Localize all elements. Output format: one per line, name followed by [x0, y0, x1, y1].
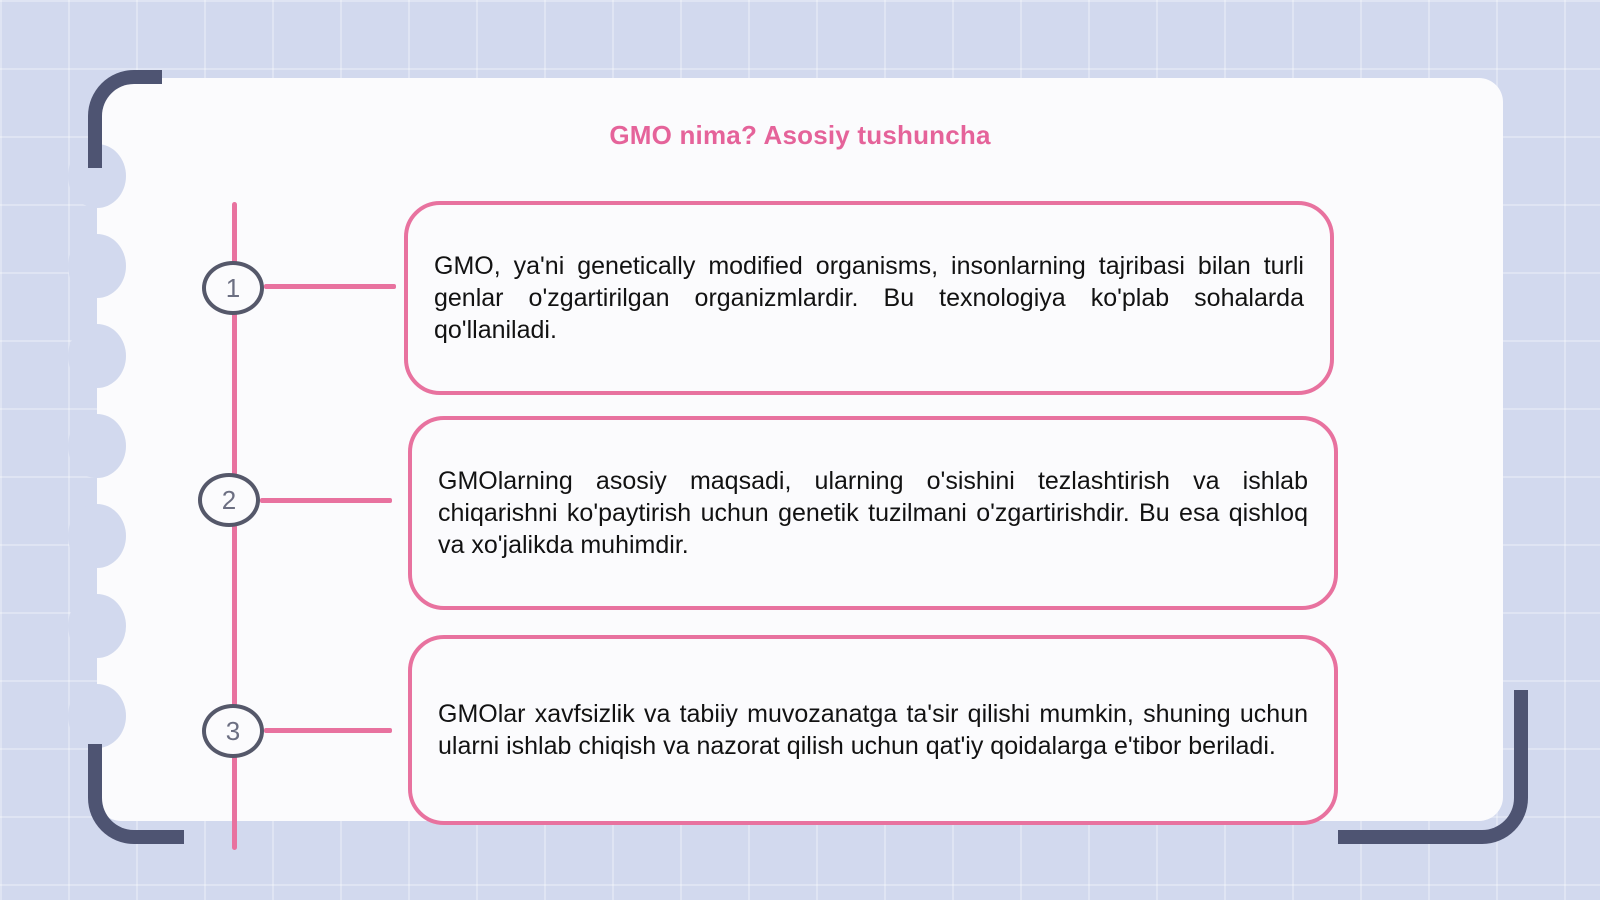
timeline-connector: [260, 498, 392, 503]
paper-hole: [68, 684, 126, 748]
step-number-1: 1: [202, 261, 264, 315]
corner-bracket-top-left: [88, 70, 162, 168]
info-card-1: [404, 201, 1334, 395]
slide-title: GMO nima? Asosiy tushuncha: [609, 120, 991, 150]
paper-hole: [68, 324, 126, 388]
paper-hole: [68, 414, 126, 478]
paper-hole: [68, 504, 126, 568]
step-number-2: 2: [198, 473, 260, 527]
paper-hole: [68, 234, 126, 298]
info-card-2: [408, 416, 1338, 610]
info-card-text: GMO, ya'ni genetically modified organisms, insonlarning tajribasi bilan turli genlar o'zgartirilgan organizmlardir. Bu texnologiya ko'plab sohalarda qo'llaniladi.: [434, 252, 1304, 344]
corner-bracket-bottom-right: [1338, 690, 1528, 844]
timeline-connector: [264, 284, 396, 289]
info-card-3: [408, 635, 1338, 825]
corner-bracket-bottom-left: [88, 744, 184, 844]
timeline-connector: [264, 728, 392, 733]
step-number-3: 3: [202, 704, 264, 758]
info-card-text: GMOlar xavfsizlik va tabiiy muvozanatga ta'sir qilishi mumkin, shuning uchun ularni ishlab chiqish va nazorat qilish uchun qat'iy qoidalarga e'tibor beriladi.: [438, 700, 1308, 760]
paper-hole: [68, 594, 126, 658]
info-card-text: GMOlarning asosiy maqsadi, ularning o'sishini tezlashtirish va ishlab chiqarishni ko'paytirish uchun genetik tuzilmani o'zgartirishdir. Bu esa qishloq va xo'jalikda muhimdir.: [438, 467, 1308, 559]
